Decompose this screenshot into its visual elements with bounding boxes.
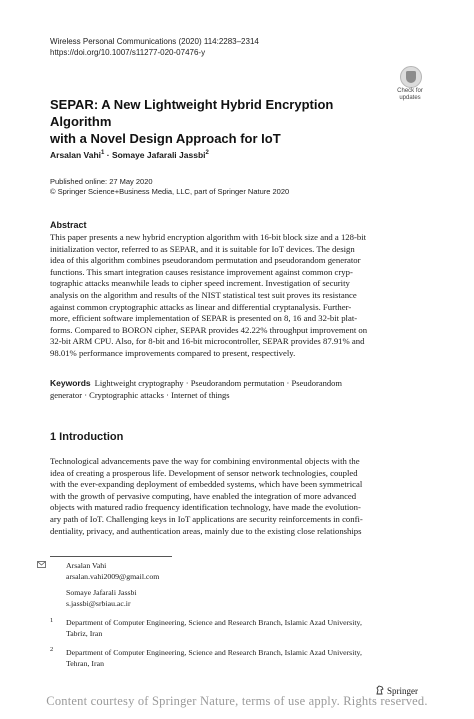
section-body (50, 456, 425, 537)
body-line: with the growth of pervasive computing, have enabled the integration of more advanced (50, 490, 357, 501)
abstract-line: forms. Compared to BORON cipher, SEPAR provides 42.22% throughput improvement on (50, 324, 368, 335)
body-line: with the ever-expanding deployment of embedded systems, which have been symmetrical (50, 479, 363, 490)
body-line: ary path of IoT. Challenging keys in IoT applications are security reinforcements in confi- (50, 513, 363, 524)
contact-name: Somaye Jafarali Jassbi (66, 588, 137, 597)
abstract-line: 98.01% performance improvements compared to present, respectively. (50, 347, 296, 358)
contact-block (66, 561, 159, 609)
abstract-line: initialization vector, referred to as SEPAR, and it is suitable for IoT devices. The design (50, 243, 355, 254)
check-for-updates-icon (400, 66, 422, 88)
body-line: Technological advancements pave the way for combining environmental objects with the (50, 456, 360, 466)
affiliation: Department of Computer Engineering, Science and Research Branch, Islamic Azad University, Tabriz, Iran (66, 618, 362, 638)
published-date: Published online: 27 May 2020 (50, 177, 153, 186)
keywords-line: generator · Cryptographic attacks · Internet of things (50, 389, 230, 400)
author-list: Arsalan Vahi$^1$ · Somaye Jafarali Jassbi$^2$ (50, 150, 209, 160)
affiliation-number: 2 (50, 646, 54, 653)
abstract-line: idea of this algorithm combines pseudorandom permutation and pseudorandom generator (50, 255, 361, 266)
contact-name: Arsalan Vahi (66, 561, 107, 570)
badge-line1: Check for (397, 88, 423, 94)
affiliation-number: 1 (50, 617, 54, 624)
publisher-name: Springer (387, 686, 418, 696)
body-line: dentiality, privacy, and authentication areas, mainly due to the existing close relationships (50, 525, 362, 536)
abstract-body (50, 232, 425, 360)
check-for-updates-badge[interactable] (393, 66, 427, 106)
paper-title: SEPAR: A New Lightweight Hybrid Encryption Algorithm with a Novel Design Approach for IoT (50, 97, 334, 146)
author-name[interactable]: Arsalan Vahi (50, 150, 102, 160)
doi-link[interactable]: https://doi.org/10.1007/s11277-020-07476-y (50, 48, 206, 57)
abstract-line: 32-bit ARM CPU. Also, for 8-bit and 16-bit microcontroller, SEPAR provides 87.91% and (50, 336, 365, 347)
affiliation: Department of Computer Engineering, Science and Research Branch, Islamic Azad University, Tehran, Iran (66, 648, 362, 668)
keywords (50, 378, 425, 401)
abstract-heading: Abstract (50, 220, 87, 230)
abstract-line: against common cryptographic attacks as linear and differential cryptanalysis. Further- (50, 301, 352, 312)
section-heading: 1 Introduction (50, 431, 124, 443)
body-line: idea of creating a prosperous life. Development of sensor network technologies, coupled (50, 467, 358, 478)
body-line: objects with matured radio frequency identification technology, have made the evolution- (50, 502, 361, 513)
contact-email[interactable]: arsalan.vahi2009@gmail.com (66, 571, 160, 581)
abstract-line: more, efficient software implementation of SEPAR is presented on 8, 16 and 32-bit plat- (50, 313, 358, 324)
journal-line: Wireless Personal Communications (2020) 114:2283–2314 (50, 37, 259, 46)
abstract-line: functions. This smart integration causes resistance improvement against common cryp- (50, 266, 353, 277)
contact-email[interactable]: s.jassbi@srbiau.ac.ir (66, 598, 131, 608)
envelope-icon (37, 561, 46, 570)
footnote-divider (50, 556, 172, 557)
abstract-line: tographic attacks meanwhile leads to cipher speed increment. Investigation of security (50, 278, 350, 289)
courtesy-watermark: Content courtesy of Springer Nature, terms of use apply. Rights reserved. (46, 694, 428, 708)
author-name[interactable]: Somaye Jafarali Jassbi (111, 150, 206, 160)
publication-info (50, 177, 289, 197)
journal-citation (50, 36, 259, 58)
keywords-label: Keywords (50, 378, 91, 388)
abstract-line: analysis on the algorithm and results of the NIST statistical test suit proves its resistance (50, 289, 357, 300)
abstract-line: This paper presents a new hybrid encryption algorithm with 16-bit block size and a 128-bit (50, 232, 367, 242)
keywords-line: Lightweight cryptography · Pseudorandom permutation · Pseudorandom (94, 378, 343, 388)
badge-line2: updates (399, 95, 421, 101)
copyright-notice: © Springer Science+Business Media, LLC, part of Springer Nature 2020 (50, 187, 290, 196)
